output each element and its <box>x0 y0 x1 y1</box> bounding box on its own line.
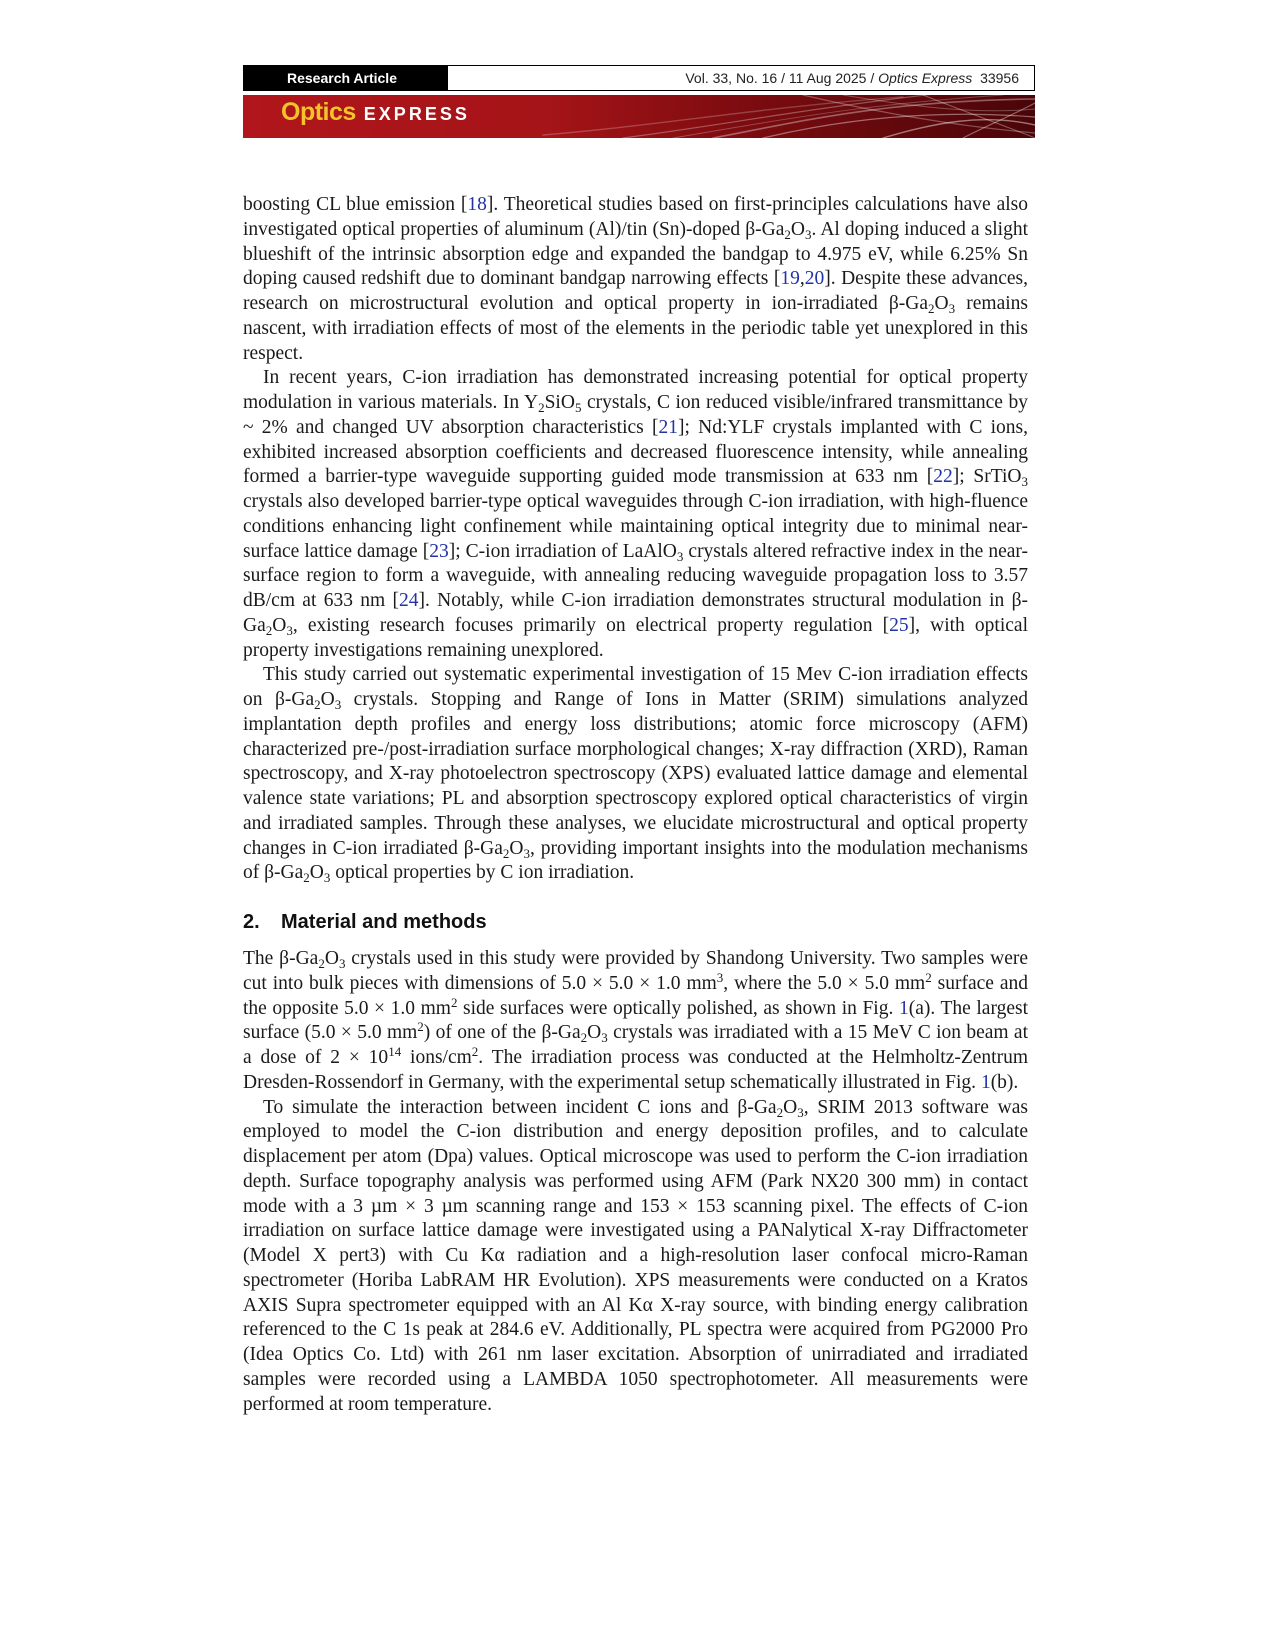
text-run: This study carried out systematic experimental investigation of 15 Mev C-ion irradiation effects on β-Ga <box>243 664 1028 710</box>
subscript: 3 <box>797 1104 804 1120</box>
text-run: ) of one of the β-Ga <box>423 1022 581 1044</box>
superscript: 2 <box>450 994 458 1010</box>
paragraph-4 <box>243 947 1028 1096</box>
journal-logo <box>281 98 470 127</box>
citation-line <box>448 66 1034 90</box>
text-run: . The irradiation process was conducted at the Helmholtz-Zentrum Dresden-Rossendorf in Germany, with the experimental setup schematically illustrated in Fig. <box>243 1047 1028 1093</box>
page-number-spacer <box>972 70 980 86</box>
journal-name: Optics Express <box>878 70 973 86</box>
text-run: O <box>272 614 287 636</box>
text-run: boosting CL blue emission [ <box>243 194 468 215</box>
subscript: 2 <box>580 1030 588 1046</box>
text-run: O <box>509 837 524 859</box>
text-run: ]; C-ion irradiation of LaAlO <box>448 540 677 562</box>
text-run: . Al doping induced a slight blueshift of the intrinsic absorption edge and expanded the bandgap to 4.975 eV, while 6.25% Sn doping caused redshift due to dominant bandgap narrowing effects [ <box>243 218 1028 290</box>
citation-link[interactable]: 24 <box>398 590 419 611</box>
text-run: O <box>587 1022 602 1044</box>
citation-link[interactable]: 22 <box>933 466 953 488</box>
text-run: O <box>320 689 335 710</box>
paragraph-1 <box>243 193 1028 366</box>
superscript: 3 <box>716 969 724 985</box>
subscript: 2 <box>303 870 310 886</box>
subscript: 2 <box>502 845 510 861</box>
subscript: 2 <box>265 622 273 638</box>
text-run: ], with optical property investigations remaining unexplored. <box>243 614 1028 661</box>
figure-link[interactable]: 1 <box>980 1071 991 1093</box>
subscript: 3 <box>948 301 956 316</box>
subscript: 2 <box>538 400 545 415</box>
text-run: (a). The largest surface (5.0 × 5.0 mm <box>243 997 1028 1044</box>
text-run: ]. Despite these advances, research on microstructural evolution and optical property in ion-irradiated β-Ga <box>243 268 1028 314</box>
subscript: 2 <box>928 301 935 316</box>
text-run: (b). <box>990 1071 1019 1093</box>
text-run: side surfaces were optically polished, as shown in Fig. <box>457 997 899 1019</box>
citation-link[interactable]: 23 <box>429 540 449 562</box>
text-run: ]. Theoretical studies based on first-principles calculations have also investigated optical properties of aluminum (Al)/tin (Sn)-doped β-Ga <box>243 194 1028 240</box>
section-heading <box>243 908 1028 936</box>
text-run: O <box>934 293 949 314</box>
superscript: 2 <box>925 969 932 985</box>
citation-link[interactable]: 19 <box>780 268 800 290</box>
text-run: crystals used in this study were provided by Shandong University. Two samples were cut into bulk pieces with dimensions of 5.0 × 5.0 × 1.0 mm <box>243 948 1029 994</box>
logo-word-express: EXPRESS <box>363 104 470 124</box>
subscript: 3 <box>804 226 812 242</box>
text-run: O <box>324 948 339 969</box>
subscript: 3 <box>323 870 331 886</box>
subscript: 3 <box>676 548 684 564</box>
text-run: crystals also developed barrier-type optical waveguides through C-ion irradiation, with high-fluence conditions enhancing light confinement while maintaining optical integrity due to minimal near-surface lattice damage [ <box>243 491 1028 562</box>
text-run: , where the 5.0 × 5.0 mm <box>723 972 926 994</box>
article-header-bar <box>243 65 1035 91</box>
text-run: SiO <box>544 392 575 413</box>
text-run: ]; SrTiO <box>952 466 1022 488</box>
subscript: 3 <box>286 622 293 638</box>
subscript: 2 <box>318 956 325 971</box>
section-number: 2. <box>243 911 260 933</box>
text-run: ]. Notably, while C-ion irradiation demonstrates structural modulation in β-Ga <box>243 590 1028 636</box>
paragraph-3 <box>243 663 1028 886</box>
text-run: The β-Ga <box>243 948 319 969</box>
text-run: O <box>309 862 324 884</box>
text-run: crystals. Stopping and Range of Ions in Matter (SRIM) simulations analyzed implantation depth profiles and energy loss distributions; atomic force microscopy (AFM) characterized pre-/post-irradiation surface morphological changes; X-ray diffraction (XRD), Raman spectroscopy, and X-ray photoelectron spectroscopy (XPS) evaluated lattice damage and elemental valence state variations; PL and absorption spectroscopy explored optical characteristics of virgin and irradiated samples. Through these analyses, we elucidate microstructural and optical property changes in C-ion irradiated β-Ga <box>243 689 1028 859</box>
superscript: 14 <box>388 1044 402 1059</box>
citation-volume-date: Vol. 33, No. 16 / 11 Aug 2025 / <box>685 70 879 86</box>
text-run: , providing important insights into the modulation mechanisms of β-Ga <box>243 837 1028 884</box>
text-run: crystals was irradiated with a 15 MeV C ion beam at a dose of 2 × 10 <box>243 1022 1028 1068</box>
text-run: To simulate the interaction between incident C ions and β-Ga <box>263 1096 777 1118</box>
subscript: 3 <box>1021 474 1028 490</box>
text-run: optical properties by C ion irradiation. <box>330 862 635 884</box>
text-run: , SRIM 2013 software was employed to model the C-ion distribution and energy deposition profiles, and to calculate displacement per atom (Dpa) values. Optical microscope was used to perform the C-ion irradiation depth. Surface topography analysis was performed using AFM (Park NX20 300 mm) in contact mode with a 3 µm × 3 µm scanning range and 153 × 153 scanning pixel. The effects of C-ion irradiation on surface lattice damage were investigated using a PANalytical X-ray Diffractometer (Model X pert3) with Cu Kα radiation and a high-resolution laser confocal micro-Raman spectrometer (Horiba LabRAM HR Evolution). XPS measurements were conducted on a Kratos AXIS Supra spectrometer equipped with an Al Kα X-ray source, with binding energy calibration referenced to the C 1s peak at 284.6 eV. Additionally, PL spectra were acquired from PG2000 Pro (Idea Optics Co. Ltd) with 261 nm laser excitation. Absorption of unirradiated and irradiated samples were recorded using a LAMBDA 1050 spectrophotometer. All measurements were performed at room temperature. <box>243 1096 1029 1415</box>
citation-link[interactable]: 20 <box>804 268 825 290</box>
text-run: , existing research focuses primarily on electrical property regulation [ <box>292 614 890 636</box>
citation-link[interactable]: 21 <box>658 416 678 438</box>
text-run: In recent years, C-ion irradiation has demonstrated increasing potential for optical property modulation in various materials. In Y <box>243 367 1028 413</box>
logo-word-optics: Optics <box>281 98 356 126</box>
subscript: 5 <box>574 400 582 415</box>
subscript: 2 <box>784 226 791 242</box>
text-run: surface and the opposite 5.0 × 1.0 mm <box>243 972 1029 1019</box>
superscript: 2 <box>417 1019 424 1035</box>
journal-banner <box>243 95 1035 138</box>
citation-link[interactable]: 25 <box>889 614 909 636</box>
text-run: crystals altered refractive index in the near-surface region to form a waveguide, with annealing reducing waveguide propagation loss to 3.57 dB/cm at 633 nm [ <box>243 540 1028 611</box>
text-run: ]; Nd:YLF crystals implanted with C ions, exhibited increased absorption coefficients and decreased fluorescence intensity, while annealing formed a barrier-type waveguide supporting guided mode transmission at 633 nm [ <box>243 416 1028 488</box>
paragraph-2 <box>243 366 1028 663</box>
figure-link[interactable]: 1 <box>898 997 909 1019</box>
subscript: 2 <box>314 697 321 712</box>
section-title: Material and methods <box>281 911 487 933</box>
superscript: 2 <box>471 1044 479 1059</box>
text-run: crystals, C ion reduced visible/infrared transmittance by ~ 2% and changed UV absorption characteristics [ <box>243 392 1028 438</box>
subscript: 3 <box>334 697 342 712</box>
paragraph-5 <box>243 1096 1028 1418</box>
text-run: O <box>790 218 805 240</box>
article-body <box>243 193 1028 1417</box>
text-run: remains nascent, with irradiation effects of most of the elements in the periodic table yet unexplored in this respect. <box>243 293 1028 364</box>
text-run: ions/cm <box>401 1047 472 1068</box>
page-number: 33956 <box>980 70 1019 86</box>
subscript: 3 <box>338 956 346 971</box>
subscript: 3 <box>523 845 530 861</box>
article-type-label: Research Article <box>244 66 448 90</box>
subscript: 3 <box>601 1030 608 1046</box>
citation-link[interactable]: 18 <box>467 194 487 215</box>
text-run: O <box>783 1096 798 1118</box>
subscript: 2 <box>776 1104 784 1120</box>
text-run: , <box>799 268 805 290</box>
